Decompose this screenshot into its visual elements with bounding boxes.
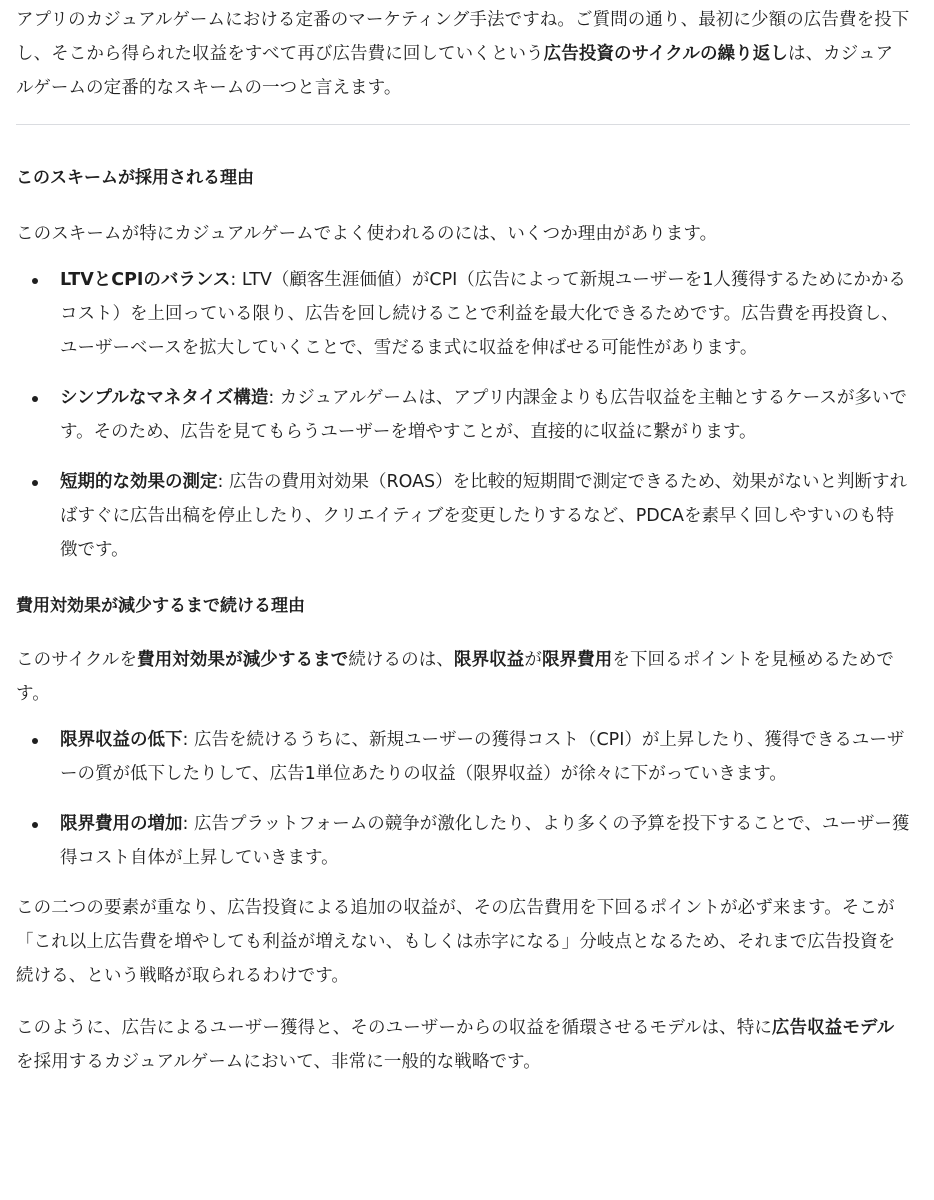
list-item	[60, 381, 910, 449]
bullet-text: : カジュアルゲームは、アプリ内課金よりも広告収益を主軸とするケースが多いです。そのため、広告を見てもらうユーザーを増やすことが、直接的に収益に繋がります。	[60, 388, 907, 442]
list-item	[60, 807, 910, 875]
intro-paragraph	[16, 0, 910, 105]
list-item	[60, 465, 910, 567]
section-divider	[16, 124, 910, 125]
bullet-term: 限界収益の低下	[60, 730, 183, 750]
bullet-term: 短期的な効果の測定	[60, 472, 218, 492]
lead-bold-1: 費用対効果が減少するまで	[137, 650, 349, 670]
lead-text-3: が	[524, 650, 542, 670]
section1-bullet-list	[16, 263, 910, 567]
section2-lead	[16, 643, 910, 711]
lead-text-2: 続けるのは、	[348, 650, 454, 670]
list-item	[60, 263, 910, 365]
lead-text-4: を下回るポイントを見極めるためです。	[16, 650, 894, 704]
section1-heading: このスキームが採用される理由	[16, 168, 254, 188]
bullet-text: : LTV（顧客生涯価値）がCPI（広告によって新規ユーザーを1人獲得するためにかかるコスト）を上回っている限り、広告を回し続けることで利益を最大化できるためです。広告費を再投資し、ユーザーベースを拡大していくことで、雪だるま式に収益を伸ばせる可能性があります。	[60, 270, 906, 358]
lead-bold-3: 限界費用	[541, 650, 613, 670]
bullet-text: : 広告を続けるうちに、新規ユーザーの獲得コスト（CPI）が上昇したり、獲得できるユーザーの質が低下したりして、広告1単位あたりの収益（限界収益）が徐々に下がっていきます。	[60, 730, 905, 784]
conclusion-text-1: このように、広告によるユーザー獲得と、そのユーザーからの収益を循環させるモデルは、特に	[16, 1018, 772, 1038]
intro-text-1: アプリのカジュアルゲームにおける定番のマーケティング手法ですね。ご質問の通り、最初に少額の広告費を投下し、そこから得られた収益をすべて再び広告費に回していくという	[16, 10, 910, 64]
intro-text-2: は、カジュアルゲームの定番的なスキームの一つと言えます。	[16, 44, 894, 98]
bullet-term: シンプルなマネタイズ構造	[60, 388, 269, 408]
section2-bullet-list	[16, 723, 910, 875]
lead-bold-2: 限界収益	[453, 650, 525, 670]
bullet-text: : 広告プラットフォームの競争が激化したり、より多くの予算を投下することで、ユーザー獲得コスト自体が上昇していきます。	[60, 814, 910, 868]
conclusion-paragraph	[16, 1011, 910, 1079]
section2-after-paragraph: この二つの要素が重なり、広告投資による追加の収益が、その広告費用を下回るポイントが必ず来ます。そこが「これ以上広告費を増やしても利益が増えない、もしくは赤字になる」分岐点となるため、それまで広告投資を続ける、という戦略が取られるわけです。	[16, 898, 896, 986]
conclusion-text-2: を採用するカジュアルゲームにおいて、非常に一般的な戦略です。	[16, 1052, 541, 1072]
section1-lead: このスキームが特にカジュアルゲームでよく使われるのには、いくつか理由があります。	[16, 224, 718, 244]
list-item	[60, 723, 910, 791]
bullet-text: : 広告の費用対効果（ROAS）を比較的短期間で測定できるため、効果がないと判断すればすぐに広告出稿を停止したり、クリエイティブを変更したりするなど、PDCAを素早く回しやすいのも特徴です。	[60, 472, 907, 560]
conclusion-bold-1: 広告収益モデル	[771, 1018, 895, 1038]
bullet-term: LTVとCPIのバランス	[60, 270, 231, 290]
section2-heading: 費用対効果が減少するまで続ける理由	[16, 596, 305, 616]
bullet-term: 限界費用の増加	[60, 814, 183, 834]
intro-bold-1: 広告投資のサイクルの繰り返し	[543, 44, 788, 64]
lead-text-1: このサイクルを	[16, 650, 138, 670]
